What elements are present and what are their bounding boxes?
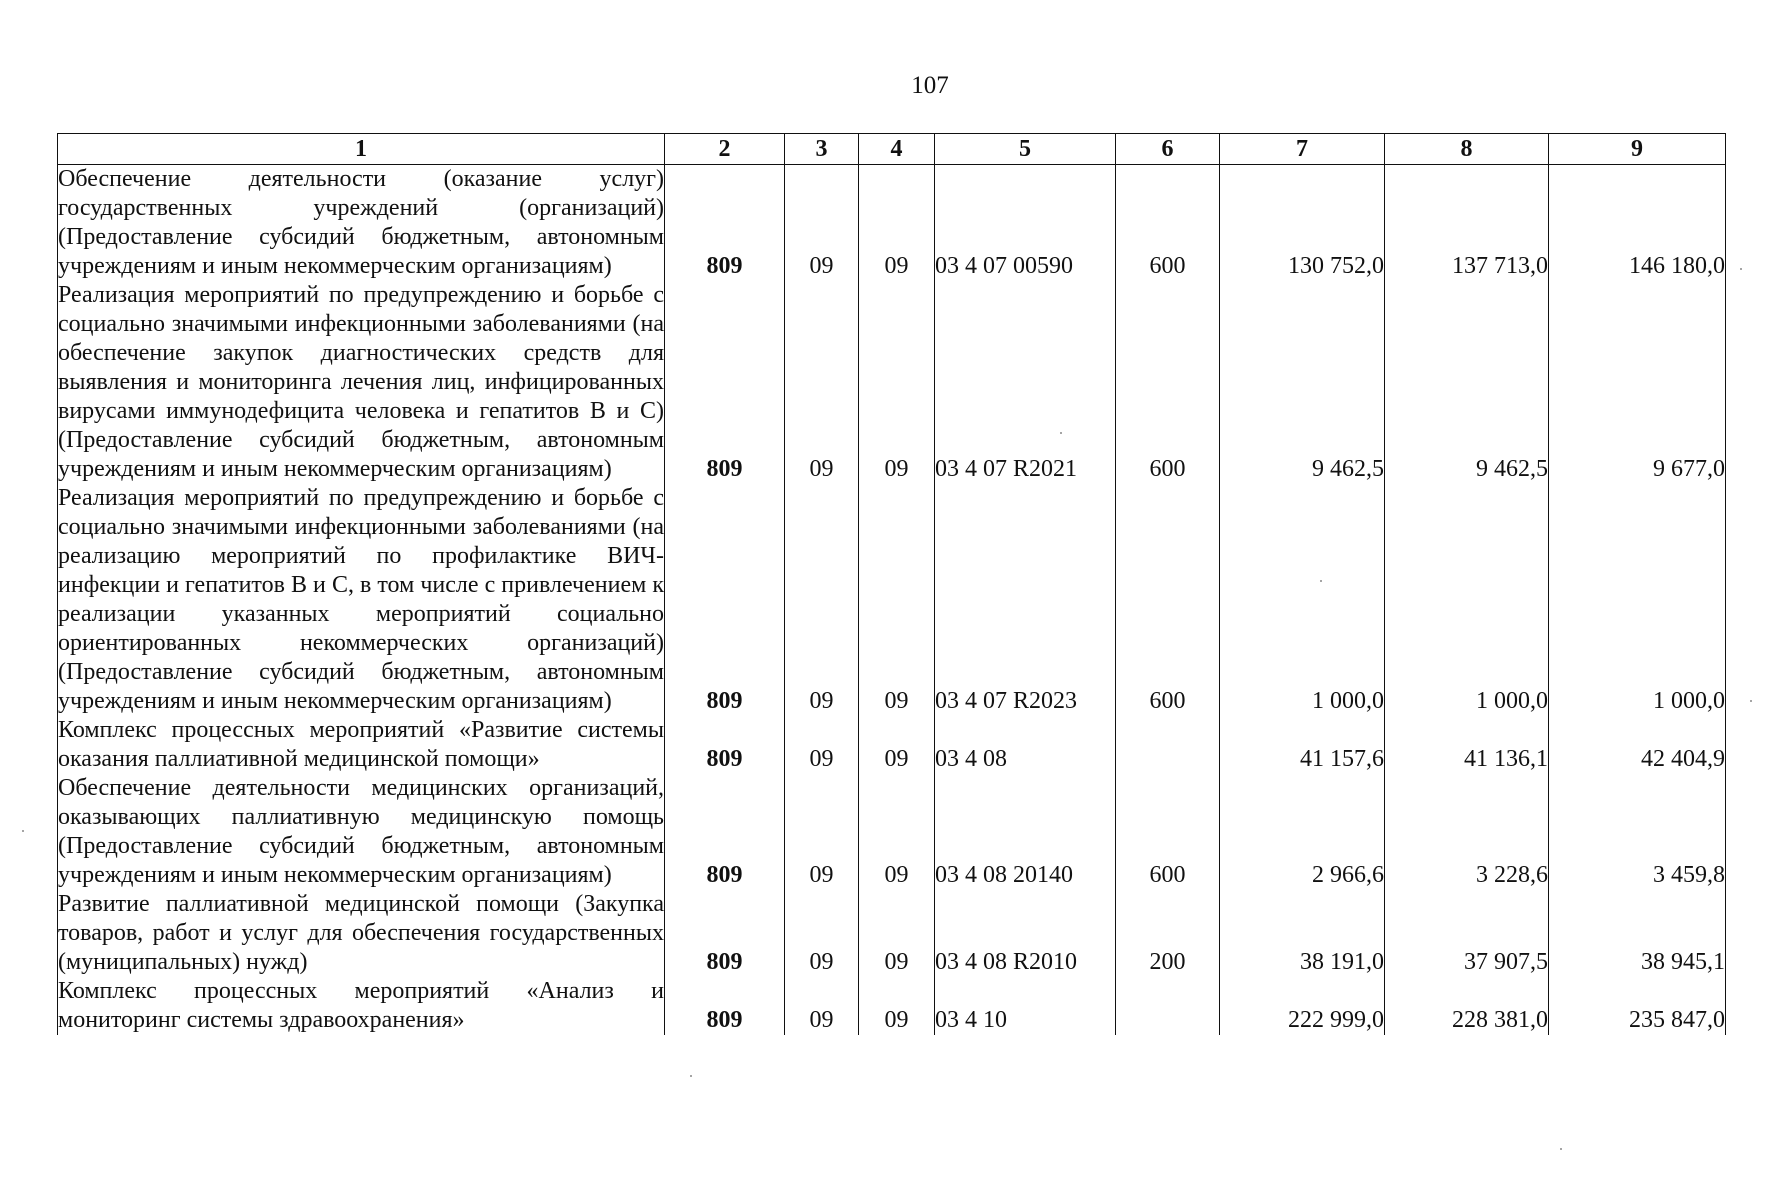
budget-table [57,133,1726,1035]
ministry-code: 809 [665,281,785,484]
section-code: 09 [785,281,859,484]
subsection-code: 09 [859,484,935,716]
scan-speck [1560,1148,1562,1150]
amount-col-7: 41 157,6 [1220,716,1385,774]
expense-type-code [1116,977,1220,1035]
amount-col-9: 9 677,0 [1549,281,1726,484]
target-article-code: 03 4 07 R2021 [935,281,1116,484]
ministry-code: 809 [665,484,785,716]
amount-col-7: 9 462,5 [1220,281,1385,484]
table-row [58,977,1726,1035]
expense-type-code [1116,716,1220,774]
amount-col-9: 3 459,8 [1549,774,1726,890]
ministry-code: 809 [665,165,785,282]
column-header: 8 [1385,134,1549,165]
scan-speck [1740,268,1742,270]
amount-col-9: 42 404,9 [1549,716,1726,774]
section-code: 09 [785,165,859,282]
ministry-code: 809 [665,890,785,977]
subsection-code: 09 [859,716,935,774]
column-header: 9 [1549,134,1726,165]
subsection-code: 09 [859,281,935,484]
target-article-code: 03 4 08 R2010 [935,890,1116,977]
column-header: 3 [785,134,859,165]
table-row [58,890,1726,977]
header-row [58,134,1726,165]
column-header: 2 [665,134,785,165]
amount-col-8: 1 000,0 [1385,484,1549,716]
amount-col-7: 222 999,0 [1220,977,1385,1035]
column-header: 1 [58,134,665,165]
section-code: 09 [785,890,859,977]
amount-col-8: 228 381,0 [1385,977,1549,1035]
section-code: 09 [785,774,859,890]
target-article-code: 03 4 07 R2023 [935,484,1116,716]
amount-col-7: 1 000,0 [1220,484,1385,716]
subsection-code: 09 [859,774,935,890]
scan-speck [22,830,24,832]
subsection-code: 09 [859,977,935,1035]
table-row [58,716,1726,774]
target-article-code: 03 4 08 [935,716,1116,774]
table-row [58,281,1726,484]
expense-type-code: 600 [1116,484,1220,716]
expense-type-code: 600 [1116,774,1220,890]
amount-col-7: 130 752,0 [1220,165,1385,282]
amount-col-8: 3 228,6 [1385,774,1549,890]
amount-col-9: 38 945,1 [1549,890,1726,977]
table-row [58,484,1726,716]
scan-speck [1750,700,1752,702]
amount-col-8: 9 462,5 [1385,281,1549,484]
amount-col-8: 41 136,1 [1385,716,1549,774]
scan-speck [690,1075,692,1077]
row-description: Обеспечение деятельности медицинских организаций, оказывающих паллиативную медицинскую помощь (Предоставление субсидий бюджетным, автономным учреждениям и иным некоммерческим организациям) [58,775,664,888]
row-description: Комплекс процессных мероприятий «Развитие системы оказания паллиативной медицинской помощи» [58,717,664,772]
section-code: 09 [785,716,859,774]
amount-col-9: 146 180,0 [1549,165,1726,282]
scan-speck [1320,580,1322,582]
row-description: Развитие паллиативной медицинской помощи (Закупка товаров, работ и услуг для обеспечения государственных (муниципальных) нужд) [58,891,664,975]
ministry-code: 809 [665,774,785,890]
target-article-code: 03 4 08 20140 [935,774,1116,890]
amount-col-8: 137 713,0 [1385,165,1549,282]
ministry-code: 809 [665,716,785,774]
target-article-code: 03 4 10 [935,977,1116,1035]
ministry-code: 809 [665,977,785,1035]
table-row [58,774,1726,890]
row-description: Реализация мероприятий по предупреждению и борьбе с социально значимыми инфекционными заболеваниями (на обеспечение закупок диагностических средств для выявления и мониторинга лечения лиц, инфицированных вирусами иммунодефицита человека и гепатитов B и C) (Предоставление субсидий бюджетным, автономным учреждениям и иным некоммерческим организациям) [58,282,664,482]
scan-speck [1060,432,1062,434]
amount-col-9: 1 000,0 [1549,484,1726,716]
page-number: 107 [911,72,949,99]
row-description: Комплекс процессных мероприятий «Анализ и мониторинг системы здравоохранения» [58,978,664,1033]
column-header: 4 [859,134,935,165]
amount-col-8: 37 907,5 [1385,890,1549,977]
subsection-code: 09 [859,165,935,282]
column-header: 7 [1220,134,1385,165]
column-header: 6 [1116,134,1220,165]
section-code: 09 [785,977,859,1035]
row-description: Обеспечение деятельности (оказание услуг) государственных учреждений (организаций) (Предоставление субсидий бюджетным, автономным учреждениям и иным некоммерческим организациям) [58,166,664,279]
amount-col-7: 38 191,0 [1220,890,1385,977]
row-description: Реализация мероприятий по предупреждению и борьбе с социально значимыми инфекционными заболеваниями (на реализацию мероприятий по профилактике ВИЧ-инфекции и гепатитов B и C, в том числе с привлечением к реализации указанных мероприятий социально ориентированных некоммерческих организаций) (Предоставление субсидий бюджетным, автономным учреждениям и иным некоммерческим организациям) [58,485,664,714]
amount-col-7: 2 966,6 [1220,774,1385,890]
column-header: 5 [935,134,1116,165]
table-row [58,165,1726,282]
expense-type-code: 200 [1116,890,1220,977]
amount-col-9: 235 847,0 [1549,977,1726,1035]
expense-type-code: 600 [1116,281,1220,484]
subsection-code: 09 [859,890,935,977]
section-code: 09 [785,484,859,716]
target-article-code: 03 4 07 00590 [935,165,1116,282]
expense-type-code: 600 [1116,165,1220,282]
